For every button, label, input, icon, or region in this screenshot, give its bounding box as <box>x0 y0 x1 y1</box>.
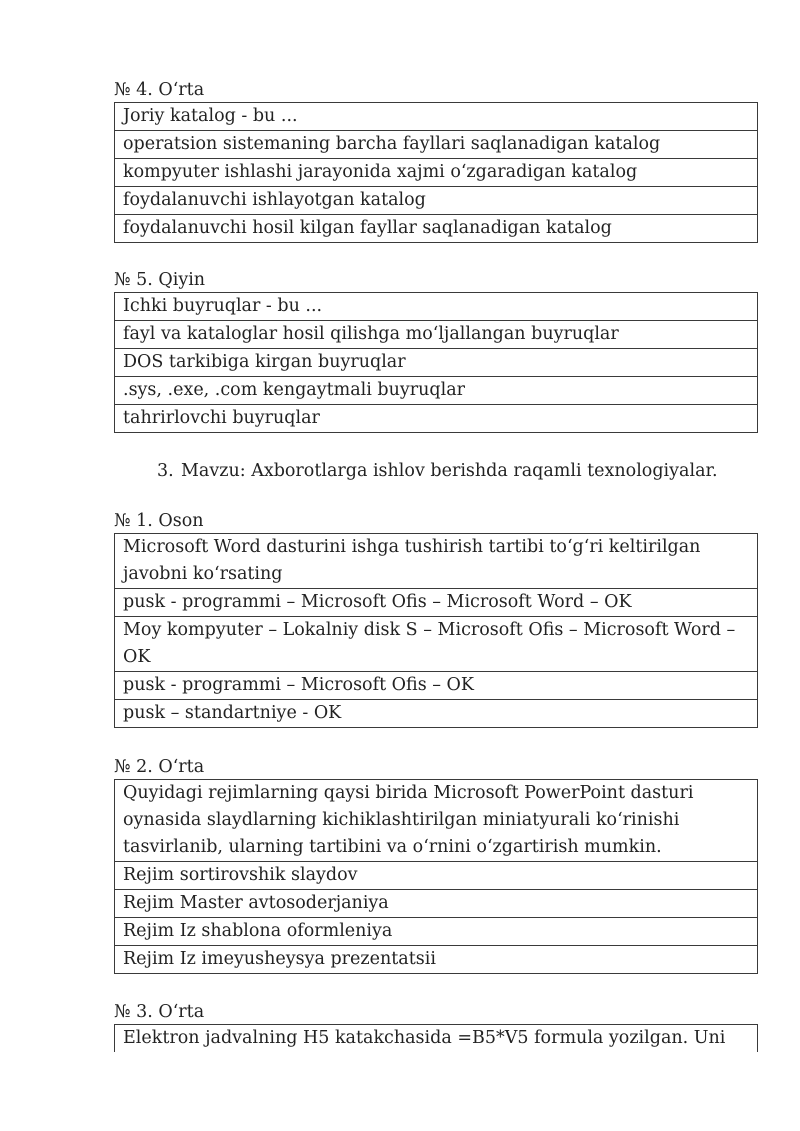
question-2-table <box>114 779 758 974</box>
question-3-table <box>114 1024 758 1052</box>
answer-option: Rejim Iz shablona oformleniya <box>115 918 758 946</box>
answer-row <box>115 672 758 700</box>
question-row <box>115 780 758 862</box>
question-text: Quyidagi rejimlarning qaysi birida Microsoft PowerPoint dasturi oynasida slaydlarning kichiklashtirilgan miniatyurali ko‘rinishi tasvirlanib, ularning tartibini va o‘rnini o‘zgartirish mumkin. <box>115 780 758 862</box>
question-4-table <box>114 102 758 243</box>
answer-option: foydalanuvchi ishlayotgan katalog <box>115 187 758 215</box>
question-row <box>115 1025 758 1053</box>
answer-row <box>115 700 758 728</box>
answer-option: Rejim sortirovshik slaydov <box>115 862 758 890</box>
question-3-label: № 3. O‘rta <box>114 1002 205 1022</box>
answer-row <box>115 405 758 433</box>
answer-row <box>115 215 758 243</box>
answer-option: operatsion sistemaning barcha fayllari saqlanadigan katalog <box>115 131 758 159</box>
answer-option: Rejim Iz imeyusheysya prezentatsii <box>115 946 758 974</box>
question-5-table <box>114 292 758 433</box>
question-text: Elektron jadvalning H5 katakchasida =B5*V5 formula yozilgan. Uni <box>115 1025 758 1053</box>
answer-option: pusk – standartniye - OK <box>115 700 758 728</box>
question-2-label: № 2. O‘rta <box>114 757 205 777</box>
answer-row <box>115 377 758 405</box>
question-row <box>115 103 758 131</box>
answer-row <box>115 321 758 349</box>
answer-option: DOS tarkibiga kirgan buyruqlar <box>115 349 758 377</box>
answer-row <box>115 890 758 918</box>
answer-row <box>115 617 758 672</box>
answer-row <box>115 349 758 377</box>
answer-option: Moy kompyuter – Lokalniy disk S – Microsoft Ofis – Microsoft Word – OK <box>115 617 758 672</box>
question-4-label: № 4. O‘rta <box>114 80 205 100</box>
answer-option: pusk - programmi – Microsoft Ofis – OK <box>115 672 758 700</box>
question-row <box>115 534 758 589</box>
answer-row <box>115 187 758 215</box>
answer-row <box>115 159 758 187</box>
topic-title: Mavzu: Axborotlarga ishlov berishda raqamli texnologiyalar. <box>181 461 718 481</box>
answer-option: kompyuter ishlashi jarayonida xajmi o‘zgaradigan katalog <box>115 159 758 187</box>
answer-option: pusk - programmi – Microsoft Ofis – Microsoft Word – OK <box>115 589 758 617</box>
answer-option: fayl va kataloglar hosil qilishga mo‘ljallangan buyruqlar <box>115 321 758 349</box>
question-text: Ichki buyruqlar - bu ... <box>115 293 758 321</box>
question-text: Microsoft Word dasturini ishga tushirish tartibi to‘g‘ri keltirilgan javobni ko‘rsating <box>115 534 758 589</box>
answer-option: foydalanuvchi hosil kilgan fayllar saqlanadigan katalog <box>115 215 758 243</box>
answer-row <box>115 918 758 946</box>
answer-row <box>115 946 758 974</box>
answer-row <box>115 589 758 617</box>
topic-heading <box>157 459 718 483</box>
question-5-label: № 5. Qiyin <box>114 270 206 290</box>
topic-number: 3. <box>157 461 174 481</box>
question-1-table <box>114 533 758 728</box>
question-1-label: № 1. Oson <box>114 511 204 531</box>
answer-option: Rejim Master avtosoderjaniya <box>115 890 758 918</box>
answer-row <box>115 131 758 159</box>
answer-option: .sys, .exe, .com kengaytmali buyruqlar <box>115 377 758 405</box>
question-row <box>115 293 758 321</box>
question-text: Joriy katalog - bu ... <box>115 103 758 131</box>
answer-option: tahrirlovchi buyruqlar <box>115 405 758 433</box>
answer-row <box>115 862 758 890</box>
